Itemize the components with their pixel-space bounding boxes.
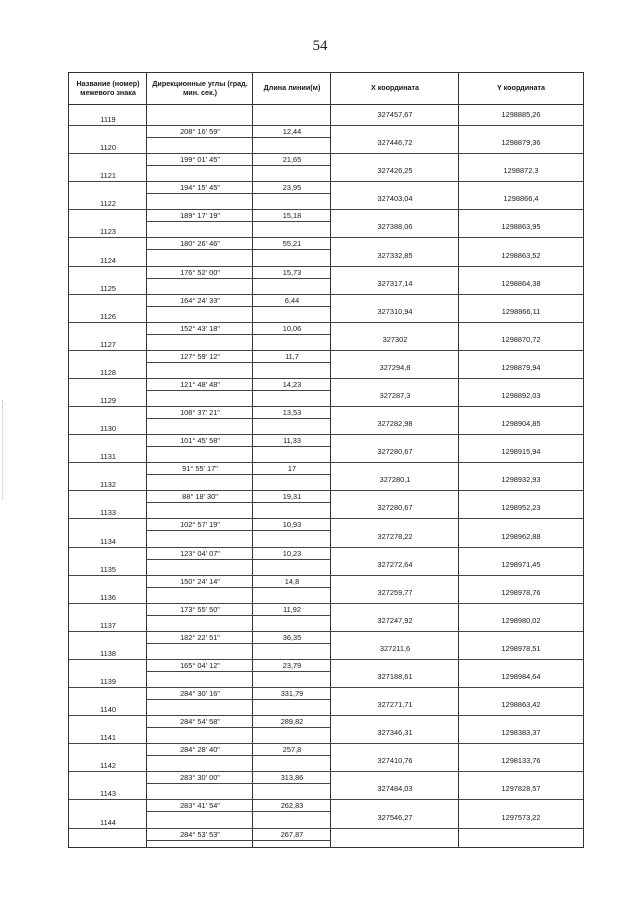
row-separator <box>69 153 583 154</box>
segment-separator <box>147 643 331 644</box>
point-name: 1122 <box>100 199 116 209</box>
segment-separator <box>147 755 331 756</box>
row-separator <box>69 125 583 126</box>
direction-angle: 182° 22' 51" <box>180 632 220 642</box>
point-name: 1144 <box>100 817 116 827</box>
line-length: 23,95 <box>282 183 302 193</box>
x-coordinate: 327287,3 <box>379 391 411 400</box>
segment-separator <box>147 502 331 503</box>
point-name: 1121 <box>100 171 116 181</box>
line-length: 36,35 <box>282 632 302 642</box>
y-coordinate: 1298962,88 <box>501 531 541 541</box>
line-length: 14,8 <box>284 576 300 586</box>
row-separator <box>69 294 583 295</box>
y-coordinate: 1298864,38 <box>501 278 541 288</box>
segment-separator <box>147 615 331 616</box>
point-name: 1134 <box>100 536 116 546</box>
row-separator <box>69 350 583 351</box>
row-separator <box>69 631 583 632</box>
line-length: 313,86 <box>280 773 304 783</box>
y-coordinate: 1298133,76 <box>501 756 541 766</box>
segment-separator <box>147 418 331 419</box>
header-y: Y координата <box>497 83 545 93</box>
x-coordinate: 327278,22 <box>377 531 413 541</box>
direction-angle: 152° 43' 18" <box>180 323 220 333</box>
y-coordinate: 1298892,03 <box>501 391 541 400</box>
x-coordinate: 327280,1 <box>379 475 411 485</box>
line-length: 21,65 <box>282 155 302 165</box>
row-separator <box>69 828 583 829</box>
line-length: 6,44 <box>284 295 300 305</box>
segment-separator <box>147 362 331 363</box>
row-separator <box>69 237 583 238</box>
x-coordinate: 327271,71 <box>377 700 413 710</box>
segment-separator <box>147 727 331 728</box>
direction-angle: 165° 04' 12" <box>180 660 220 670</box>
row-separator <box>69 378 583 379</box>
x-coordinate: 327259,77 <box>377 587 413 597</box>
y-coordinate: 1298383,37 <box>501 728 541 738</box>
segment-separator <box>147 446 331 447</box>
segment-separator <box>147 671 331 672</box>
direction-angle: 194° 15' 45" <box>180 183 220 193</box>
point-name: 1143 <box>100 789 116 799</box>
row-separator <box>69 518 583 519</box>
x-coordinate: 327247,92 <box>377 615 413 625</box>
direction-angle: 284° 30' 16" <box>180 689 220 698</box>
direction-angle: 121° 48' 48" <box>180 379 220 389</box>
line-length: 14,23 <box>282 379 302 389</box>
segment-separator <box>147 783 331 784</box>
y-coordinate: 1298904,85 <box>501 419 541 429</box>
row-separator <box>69 462 583 463</box>
direction-angle: 150° 24' 14" <box>180 576 220 586</box>
direction-angle: 102° 57' 19" <box>180 520 220 530</box>
header-length: Длина линии(м) <box>263 83 321 93</box>
row-separator <box>69 322 583 323</box>
row-separator <box>69 687 583 688</box>
direction-angle: 108° 37' 21" <box>180 408 220 417</box>
line-length: 331,79 <box>280 689 304 698</box>
y-coordinate: 1298872,3 <box>503 166 539 176</box>
segment-separator <box>147 137 331 138</box>
segment-separator <box>147 811 331 812</box>
point-name: 1139 <box>100 677 116 686</box>
row-separator <box>69 799 583 800</box>
line-length: 13,53 <box>282 408 302 417</box>
direction-angle: 88° 18' 30" <box>182 492 218 502</box>
point-name: 1126 <box>100 311 116 321</box>
line-length: 262,83 <box>280 801 304 811</box>
point-name: 1136 <box>100 592 116 602</box>
point-name: 1124 <box>100 255 116 265</box>
y-coordinate: 1298952,23 <box>501 503 541 513</box>
direction-angle: 284° 54' 58" <box>180 717 220 727</box>
line-length: 10,93 <box>282 520 302 530</box>
y-coordinate: 1298915,94 <box>501 447 541 457</box>
line-length: 15,73 <box>282 267 302 277</box>
direction-angle: 173° 55' 50" <box>180 604 220 614</box>
line-length: 267,87 <box>280 829 304 839</box>
header-x: X координата <box>370 83 420 93</box>
point-name: 1135 <box>100 564 116 574</box>
y-coordinate: 1298978,51 <box>501 643 541 653</box>
row-separator <box>69 434 583 435</box>
line-length: 19,31 <box>282 492 302 502</box>
row-separator <box>69 547 583 548</box>
row-separator <box>69 771 583 772</box>
line-length: 11,7 <box>285 351 299 361</box>
direction-angle: 123° 04' 07" <box>180 548 220 558</box>
segment-separator <box>147 390 331 391</box>
page-number: 54 <box>312 38 328 54</box>
header-name: Название (номер) межевого знака <box>76 78 140 97</box>
line-length: 23,79 <box>282 660 302 670</box>
y-coordinate: 1298866,4 <box>503 194 539 204</box>
point-name: 1137 <box>100 620 116 630</box>
x-coordinate: 327546,27 <box>377 812 413 822</box>
point-name: 1131 <box>100 452 116 462</box>
direction-angle: 91° 55' 17" <box>182 464 218 474</box>
x-coordinate: 327388,06 <box>377 222 413 232</box>
point-name: 1142 <box>100 761 116 771</box>
line-length: 257,8 <box>282 745 302 755</box>
x-coordinate: 327188,61 <box>377 672 413 681</box>
point-name: 1123 <box>100 227 116 237</box>
point-name: 1120 <box>100 143 116 153</box>
point-name: 1129 <box>100 396 116 405</box>
point-name: 1132 <box>100 480 116 490</box>
line-length: 55,21 <box>282 239 302 249</box>
row-separator <box>69 575 583 576</box>
x-coordinate: 327446,72 <box>377 138 413 148</box>
line-length: 12,44 <box>282 127 302 136</box>
coordinates-table <box>68 72 584 848</box>
x-coordinate: 327484,03 <box>377 784 413 794</box>
point-name: 1141 <box>100 733 116 743</box>
y-coordinate: 1298980,02 <box>501 615 541 625</box>
direction-angle: 284° 53' 53" <box>180 829 220 839</box>
direction-angle: 284° 28' 40" <box>180 745 220 755</box>
y-coordinate: 1298863,52 <box>501 250 541 260</box>
y-coordinate: 1298971,45 <box>501 559 541 569</box>
direction-angle: 208° 16' 59" <box>180 127 220 136</box>
segment-separator <box>147 249 331 250</box>
point-name: 1128 <box>100 367 116 377</box>
y-coordinate: 1298879,36 <box>501 138 541 148</box>
row-separator <box>69 266 583 267</box>
y-coordinate: 1297828,57 <box>501 784 541 794</box>
y-coordinate: 1298885,26 <box>501 110 541 119</box>
row-separator <box>69 181 583 182</box>
point-name: 1140 <box>100 705 116 715</box>
row-separator <box>69 743 583 744</box>
line-length: 17 <box>287 464 297 474</box>
point-name: 1138 <box>100 648 116 658</box>
direction-angle: 199° 01' 45" <box>180 155 220 165</box>
point-name: 1119 <box>100 115 116 124</box>
point-name: 1133 <box>100 508 116 518</box>
direction-angle: 283° 41' 54" <box>180 801 220 811</box>
y-coordinate: 1298984,64 <box>501 672 541 681</box>
x-coordinate: 327280,67 <box>377 447 413 457</box>
x-coordinate: 327280,67 <box>377 503 413 513</box>
y-coordinate: 1297573,22 <box>501 812 541 822</box>
x-coordinate: 327302 <box>382 334 408 344</box>
x-coordinate: 327332,85 <box>377 250 413 260</box>
y-coordinate: 1298866,11 <box>501 306 541 316</box>
direction-angle: 283° 30' 00" <box>180 773 220 783</box>
row-separator <box>69 715 583 716</box>
y-coordinate: 1298863,42 <box>501 700 541 710</box>
y-coordinate: 1298863,95 <box>501 222 541 232</box>
x-coordinate: 327282,98 <box>377 419 413 429</box>
x-coordinate: 327403,04 <box>377 194 413 204</box>
y-coordinate: 1298879,94 <box>501 362 541 372</box>
point-name: 1130 <box>100 424 116 434</box>
line-length: 10,23 <box>282 548 302 558</box>
x-coordinate: 327317,14 <box>377 278 413 288</box>
segment-separator <box>147 278 331 279</box>
segment-separator <box>147 334 331 335</box>
segment-separator <box>147 165 331 166</box>
direction-angle: 180° 26' 46" <box>180 239 220 249</box>
row-separator <box>69 209 583 210</box>
segment-separator <box>147 474 331 475</box>
x-coordinate: 327294,8 <box>379 362 411 372</box>
x-coordinate: 327426,25 <box>377 166 413 176</box>
segment-separator <box>147 193 331 194</box>
line-length: 11,92 <box>283 604 301 614</box>
header-angle: Дирекционные углы (град. мин. сек.) <box>152 78 248 97</box>
direction-angle: 164° 24' 33" <box>180 295 220 305</box>
line-length: 10,06 <box>282 323 302 333</box>
point-name: 1127 <box>100 339 116 349</box>
x-coordinate: 327457,67 <box>377 110 413 119</box>
row-separator <box>69 659 583 660</box>
row-separator <box>69 406 583 407</box>
x-coordinate: 327346,31 <box>377 728 413 738</box>
direction-angle: 101° 45' 58" <box>180 436 220 446</box>
line-length: 289,82 <box>280 717 304 727</box>
segment-separator <box>147 699 331 700</box>
segment-separator <box>147 587 331 588</box>
line-length: 11,33 <box>283 436 301 446</box>
line-length: 15,18 <box>282 211 302 221</box>
x-coordinate: 327410,76 <box>377 756 413 766</box>
segment-separator <box>147 840 331 841</box>
row-separator <box>69 603 583 604</box>
y-coordinate: 1298978,76 <box>501 587 541 597</box>
direction-angle: 127° 59' 12" <box>180 351 220 361</box>
direction-angle: 189° 17' 19" <box>180 211 220 221</box>
x-coordinate: 327310,94 <box>377 306 413 316</box>
x-coordinate: 327272,64 <box>377 559 413 569</box>
y-coordinate: 1298870,72 <box>501 334 541 344</box>
segment-separator <box>147 221 331 222</box>
margin-mark <box>2 400 7 500</box>
x-coordinate: 327211,6 <box>379 643 411 653</box>
segment-separator <box>147 306 331 307</box>
segment-separator <box>147 530 331 531</box>
direction-angle: 176° 52' 00" <box>180 267 220 277</box>
y-coordinate: 1298932,93 <box>501 475 541 485</box>
point-name: 1125 <box>100 283 116 293</box>
row-separator <box>69 490 583 491</box>
segment-separator <box>147 559 331 560</box>
